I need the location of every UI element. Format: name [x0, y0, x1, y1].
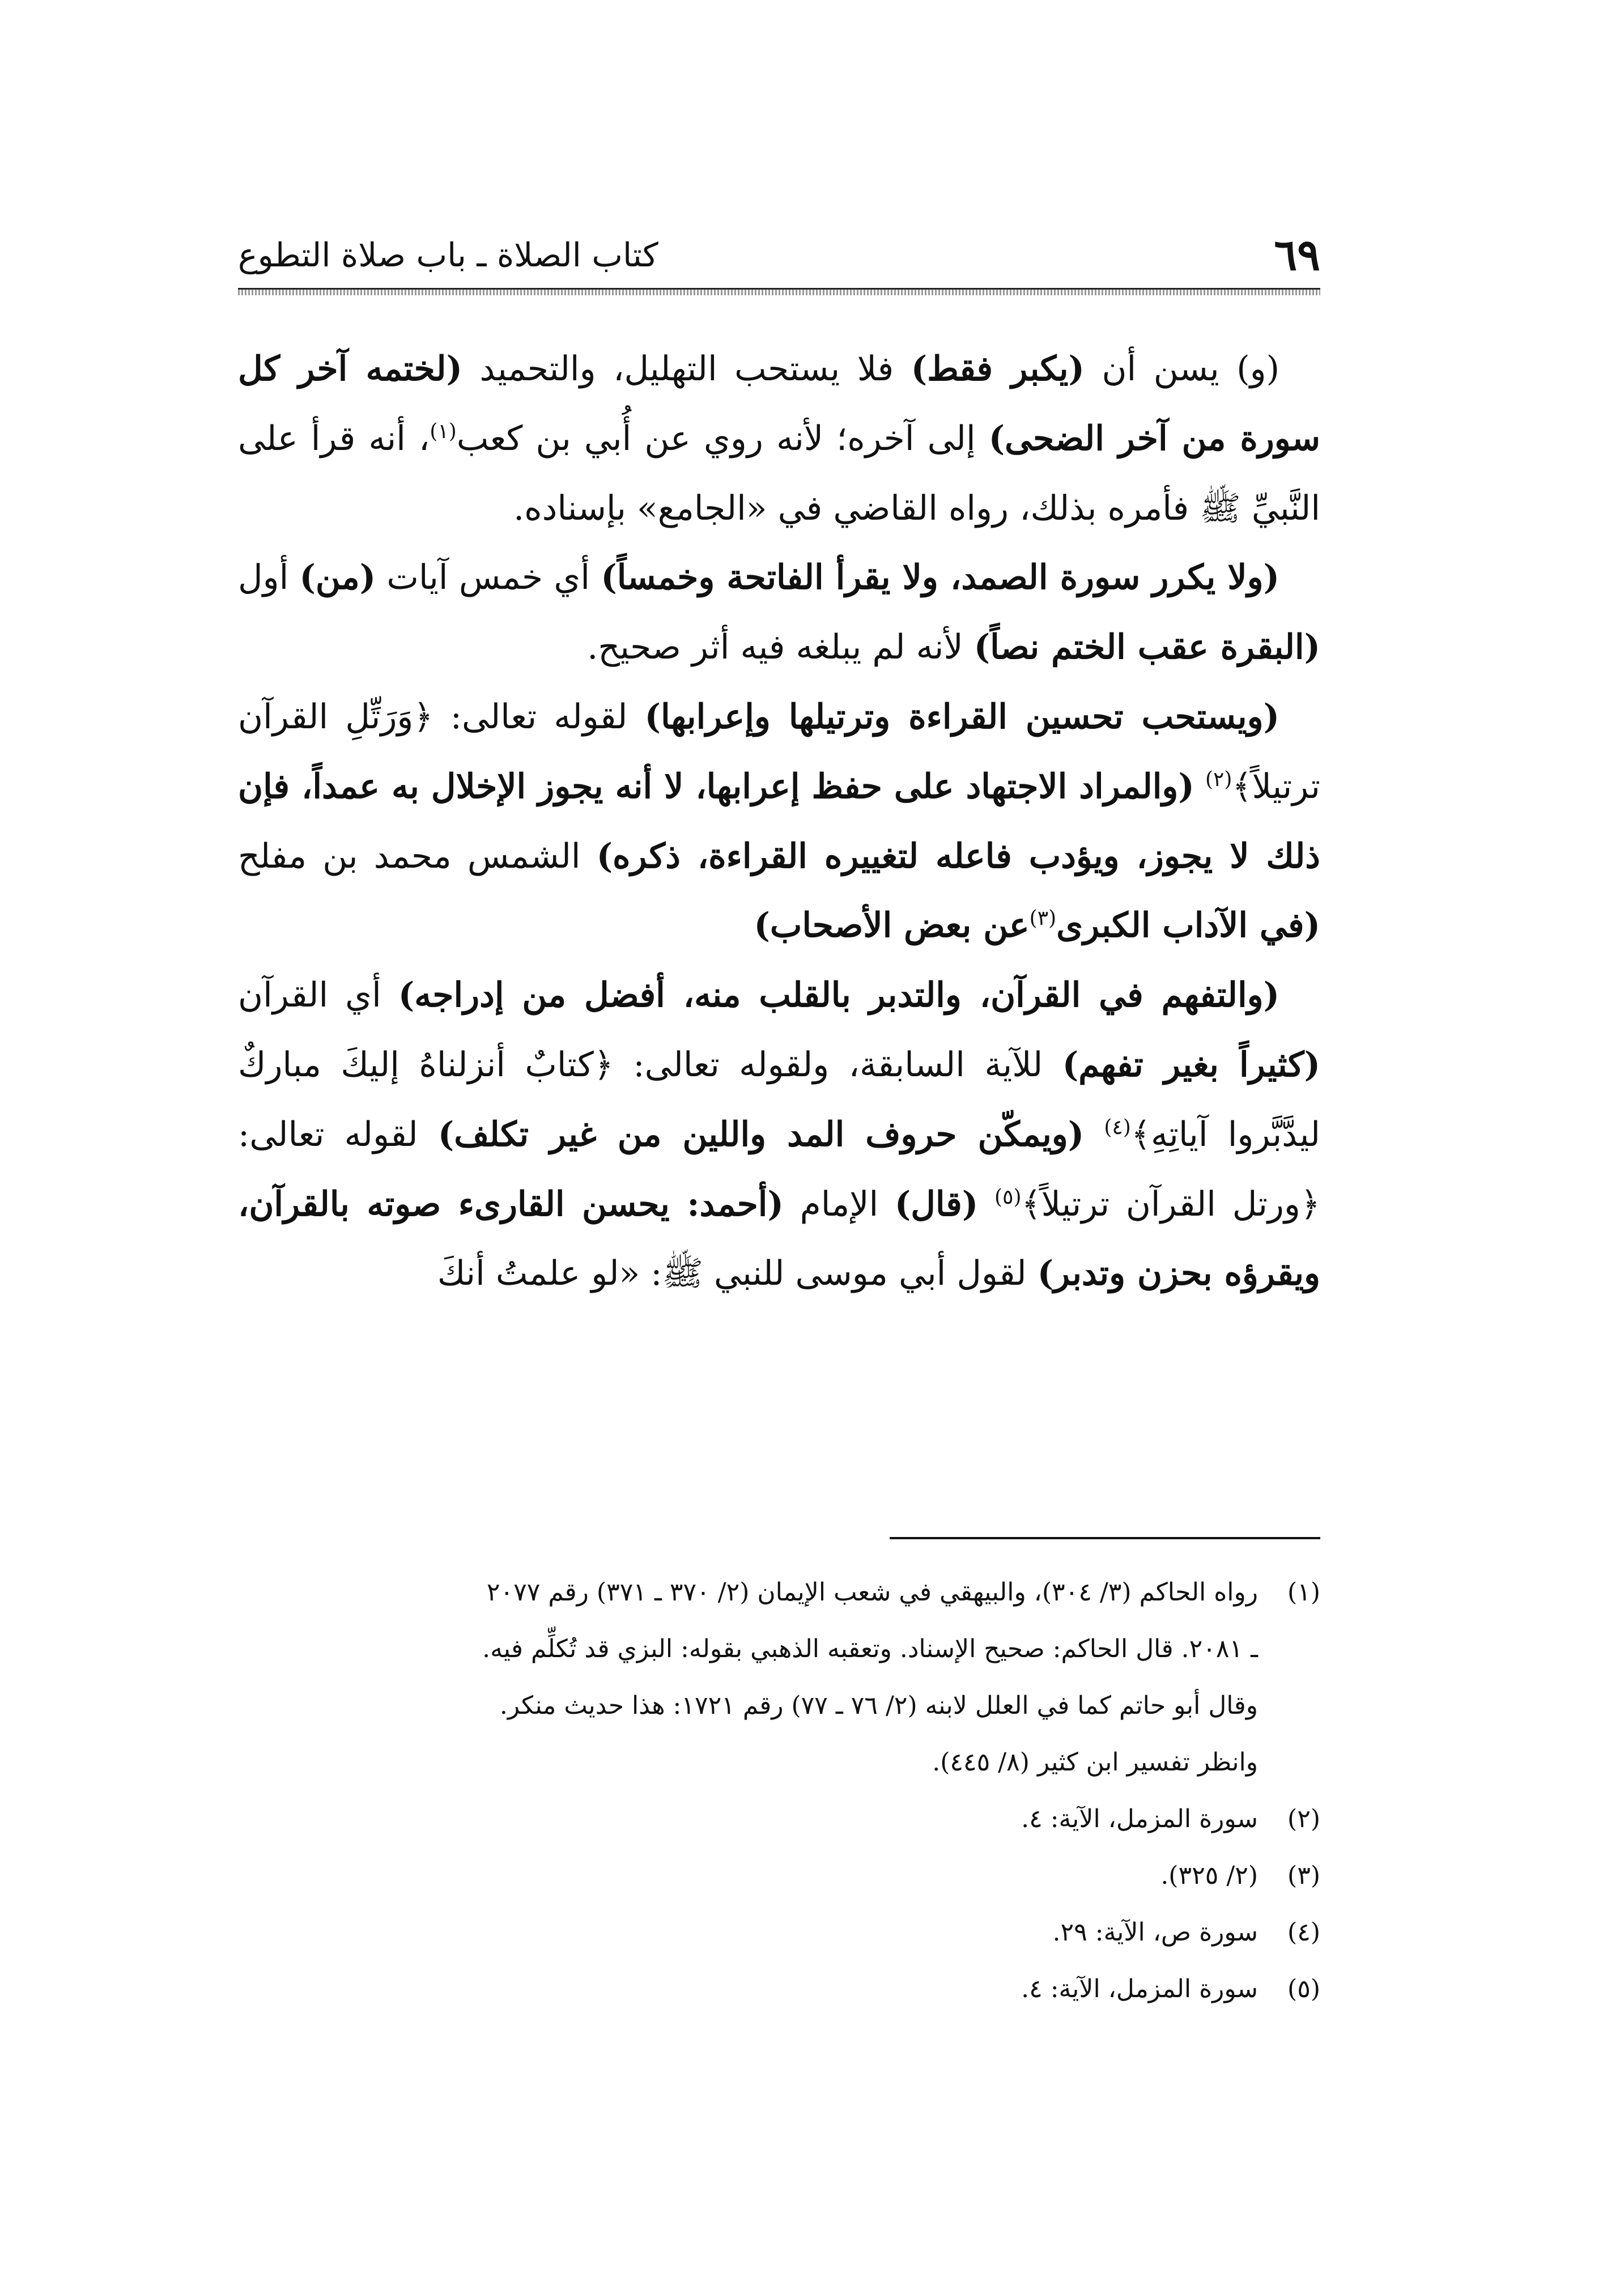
footnote-ref-5: (٥) — [994, 1185, 1022, 1209]
footnote-2 — [238, 1791, 1320, 1848]
p4-text: لقوله تعالى: ﴿ورتل القرآن ترتيلاً﴾ — [238, 1114, 1321, 1224]
p1-bold: (لختمه آخر كل سورة من آخر الضحى) — [238, 349, 1321, 458]
p4-bold: (قال) — [894, 1184, 979, 1224]
footnote-line: سورة ص، الآية: ٢٩. — [1052, 1918, 1258, 1947]
footnote-ref-2: (٢) — [1205, 767, 1232, 791]
page-header — [238, 224, 1320, 286]
p3-text — [1194, 767, 1205, 806]
running-title: كتاب الصلاة ـ باب صلاة التطوع — [238, 236, 658, 274]
p1-text: إلى آخره؛ لأنه روي عن أُبي بن كعب — [456, 418, 989, 458]
p3-text: الشمس محمد بن مفلح — [238, 836, 597, 876]
p1-text: ، أنه قرأ على النَّبيِّ ﷺ فأمره بذلك، رواه القاضي في «الجامع» بإسناده. — [238, 418, 1320, 528]
p2-text: لأنه لم يبلغه فيه أثر صحيح. — [587, 627, 974, 668]
footnote-3 — [238, 1848, 1320, 1904]
footnote-number: (٣) — [1287, 1861, 1320, 1890]
footnote-text — [238, 1904, 1258, 1961]
p4-text: الإمام — [783, 1184, 895, 1224]
footnote-divider — [890, 1537, 1320, 1539]
p3-bold: (ويستحب تحسين القراءة وترتيلها وإعرابها) — [644, 697, 1279, 737]
footnote-1 — [238, 1564, 1320, 1791]
paragraph-1 — [238, 334, 1320, 543]
p3-bold: (في الآداب الكبرى — [1056, 906, 1320, 946]
p4-text — [1084, 1115, 1104, 1154]
footnote-text — [238, 1791, 1258, 1848]
footnote-ref-3: (٣) — [1029, 907, 1057, 931]
p2-bold: (ولا يكرر سورة الصمد، ولا يقرأ الفاتحة وخمساً) — [601, 558, 1280, 598]
footnote-line: وقال أبو حاتم كما في العلل لابنه (٢/ ٧٦ ـ ٧٧) رقم ١٧٢١: هذا حديث منكر. — [499, 1691, 1258, 1720]
header-divider — [238, 288, 1320, 295]
p4-text — [978, 1184, 994, 1224]
p4-text: للآية السابقة، ولقوله تعالى: ﴿كتابٌ أنزلناهُ إليكَ مباركٌ ليدَّبَّروا آياتِهِ﴾ — [238, 1044, 1321, 1154]
p2-bold: (البقرة عقب الختم نصاً) — [973, 627, 1320, 668]
footnote-number: (٢) — [1287, 1804, 1320, 1833]
p1-bold: (يكبر فقط) — [911, 349, 1085, 389]
p4-text: أي القرآن — [238, 975, 398, 1016]
footnote-line: (٢/ ٣٢٥). — [1160, 1861, 1258, 1890]
main-text — [238, 334, 1320, 1309]
p4-bold: (والتفهم في القرآن، والتدبر بالقلب منه، أفضل من إدراجه) — [398, 975, 1279, 1016]
paragraph-3 — [238, 682, 1320, 961]
p3-text: لقوله تعالى: ﴿وَرَتِّلِ القرآن ترتيلاً﴾ — [238, 697, 1320, 806]
p3-bold: (والمراد الاجتهاد على حفظ إعرابها، لا أنه يجوز الإخلال به عمداً، فإن ذلك لا يجوز، ويؤدب فاعله لتغييره القراءة، ذكره) — [238, 766, 1320, 876]
footnote-line: سورة المزمل، الآية: ٤. — [1021, 1804, 1258, 1833]
footnote-line: رواه الحاكم (٣/ ٣٠٤)، والبيهقي في شعب الإيمان (٢/ ٣٧٠ ـ ٣٧١) رقم ٢٠٧٧ — [486, 1578, 1258, 1607]
p1-text: (و) يسن أن — [1084, 349, 1280, 389]
footnote-ref-4: (٤) — [1104, 1115, 1131, 1139]
p4-bold: (كثيراً بغير تفهم) — [1062, 1044, 1320, 1085]
footnotes — [238, 1564, 1320, 2018]
p3-bold: عن بعض الأصحاب) — [754, 906, 1030, 946]
footnote-text — [238, 1961, 1258, 2018]
footnote-number: (١) — [1287, 1578, 1320, 1607]
p2-text: أول — [238, 558, 300, 598]
paragraph-2 — [238, 543, 1320, 682]
footnote-line: ـ ٢٠٨١. قال الحاكم: صحيح الإسناد. وتعقبه الذهبي بقوله: البزي قد تُكلِّم فيه. — [482, 1634, 1258, 1663]
p1-text: فلا يستحب التهليل، والتحميد — [462, 349, 911, 389]
p4-text: لقول أبي موسى للنبي ﷺ: «لو علمتُ أنكَ — [437, 1254, 1038, 1294]
footnote-5 — [238, 1961, 1320, 2018]
footnote-line: سورة المزمل، الآية: ٤. — [1021, 1974, 1258, 2003]
page-number: ٦٩ — [1274, 230, 1320, 280]
footnote-4 — [238, 1904, 1320, 1961]
footnote-line: وانظر تفسير ابن كثير (٨/ ٤٤٥). — [932, 1748, 1258, 1777]
p4-bold: (ويمكّن حروف المد واللين من غير تكلف) — [437, 1114, 1085, 1154]
footnote-number: (٥) — [1287, 1974, 1320, 2003]
footnote-ref-1: (١) — [430, 419, 457, 443]
p2-bold: (من) — [299, 558, 376, 598]
footnote-text — [238, 1564, 1258, 1791]
paragraph-4 — [238, 961, 1320, 1309]
p4-bold: (أحمد: يحسن القارىء صوته بالقرآن، ويقرؤه بحزن وتدبر) — [238, 1184, 1320, 1294]
p2-text: أي خمس آيات — [376, 558, 601, 598]
footnote-number: (٤) — [1287, 1918, 1320, 1947]
footnote-text — [238, 1848, 1258, 1904]
